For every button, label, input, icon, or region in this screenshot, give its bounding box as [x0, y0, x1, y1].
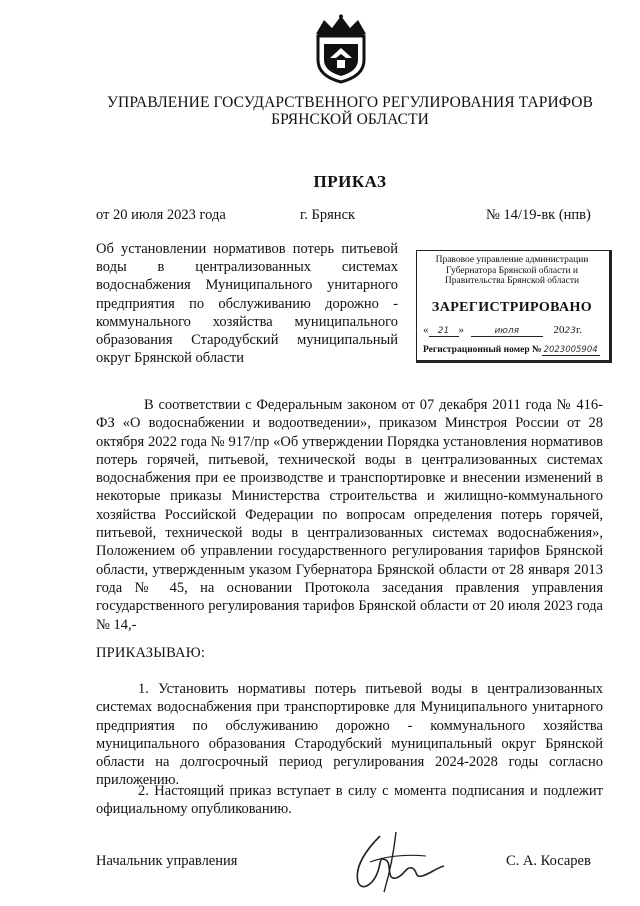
document-city: г. Брянск — [300, 207, 356, 223]
order-item-2: 2. Настоящий приказ вступает в силу с момента подписания и подлежит официальному опубликованию. — [96, 783, 603, 818]
stamp-regnum-label: Регистрационный номер № — [423, 345, 542, 355]
order-item-1: 1. Установить нормативы потерь питьевой воды в централизованных системах водоснабжения при транспортировке для Муниципального унитарного предприятия по обслуживанию дорожно - коммунального хозяйства муниципального образования Стародубский муниципальный округ Брянской области на долгосрочный период регулирования 2024-2028 годы согласно приложению. — [96, 681, 603, 789]
stamp-issuer: Правовое управление администрации Губернатора Брянской области и Правительства Брянской области — [435, 255, 589, 286]
stamp-date — [423, 324, 607, 338]
stamp-status: ЗАРЕГИСТРИРОВАНО — [431, 300, 593, 315]
document-subject: Об установлении нормативов потерь питьевой воды в централизованных системах водоснабжения Муниципального унитарного предприятия по обслуживанию дорожно - коммунального хозяйства муниципального образования Стародубский муниципальный округ Брянской области — [96, 241, 398, 367]
handwritten-signature — [340, 826, 450, 896]
signatory-role: Начальник управления — [96, 853, 238, 869]
stamp-date-day-value: 21 — [437, 326, 450, 336]
organization-line-1: УПРАВЛЕНИЕ ГОСУДАРСТВЕННОГО РЕГУЛИРОВАНИЯ ТАРИФОВ — [106, 94, 594, 111]
stamp-date-day — [429, 324, 459, 337]
document-type-title: ПРИКАЗ — [313, 172, 387, 191]
organization-line-2: БРЯНСКОЙ ОБЛАСТИ — [271, 111, 429, 128]
signatory-name: С. А. Косарев — [506, 853, 591, 869]
stamp-date-open-quote: « — [423, 324, 429, 336]
document-date: от 20 июля 2023 года — [96, 207, 226, 223]
registration-stamp — [416, 250, 612, 363]
stamp-date-year-suffix: 23 — [564, 326, 576, 336]
stamp-date-month — [471, 324, 543, 337]
document-number: № 14/19-вк (нпв) — [486, 207, 591, 223]
stamp-date-month-value: июля — [494, 326, 520, 336]
stamp-date-year-unit: г. — [575, 324, 582, 336]
preamble-paragraph: В соответствии с Федеральным законом от 07 декабря 2011 года № 416-ФЗ «О водоснабжении и водоотведении», приказом Минстроя России от 28 октября 2022 года № 917/пр «Об утверждении Порядка установления нормативов потерь горячей, питьевой, технической воды в централизованных системах водоснабжения при ее производстве и транспортировке и внесении изменений в некоторые приказы Министерства строительства и жилищно-коммунального хозяйства Российской Федерации по вопросам определения потерь горячей, питьевой, технической воды в централизованных системах водоснабжения», Положением об управлении государственного регулирования тарифов Брянской области, утвержденным указом Губернатора Брянской области от 28 января 2013 года № 45, на основании Протокола заседания правления управления государственного регулирования тарифов Брянской области от 20 июля 2023 года № 14,- — [96, 397, 603, 633]
coat-of-arms-icon — [310, 14, 372, 84]
stamp-date-close-quote: » — [458, 324, 464, 336]
stamp-regnum-value: 2023005904 — [543, 345, 598, 355]
stamp-date-year-prefix: 20 — [553, 324, 565, 336]
stamp-regnum — [423, 345, 609, 355]
order-word: ПРИКАЗЫВАЮ: — [96, 645, 206, 661]
organization-name — [60, 94, 640, 128]
